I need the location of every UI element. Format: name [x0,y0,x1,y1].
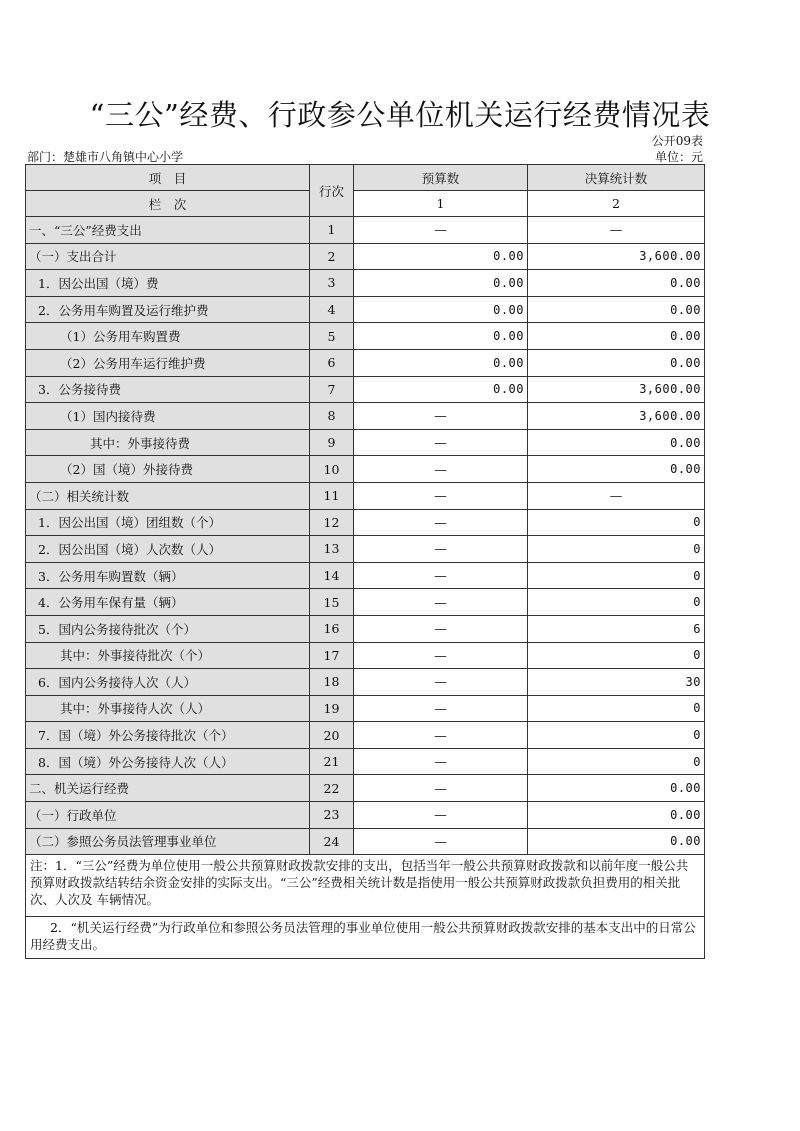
row-item: 6．国内公务接待人次（人） [26,669,310,696]
row-item: 1．因公出国（境）团组数（个） [26,509,310,536]
row-line-number: 3 [310,270,354,297]
row-line-number: 16 [310,615,354,642]
row-item: 其中：外事接待费 [26,429,310,456]
row-item: （一）行政单位 [26,802,310,829]
row-budget: — [354,722,528,749]
row-actual: 30 [528,669,705,696]
row-budget: — [354,642,528,669]
table-row [26,376,705,403]
row-actual: 0 [528,722,705,749]
page-title: “三公”经费、行政参公单位机关运行经费情况表 [89,98,711,132]
row-item: （1）国内接待费 [26,403,310,430]
table-row [26,748,705,775]
row-actual: 0.00 [528,270,705,297]
row-item: 7．国（境）外公务接待批次（个） [26,722,310,749]
row-budget: 0.00 [354,270,528,297]
row-line-number: 24 [310,828,354,855]
table-row [26,482,705,509]
table-row [26,642,705,669]
row-actual: 3,600.00 [528,376,705,403]
row-actual: 0 [528,695,705,722]
row-line-number: 8 [310,403,354,430]
row-line-number: 7 [310,376,354,403]
row-actual: 3,600.00 [528,243,705,270]
row-budget: — [354,536,528,563]
row-budget: — [354,456,528,483]
row-actual: 6 [528,615,705,642]
row-line-number: 2 [310,243,354,270]
row-item: （2）公务用车运行维护费 [26,349,310,376]
row-item: 3．公务用车购置数（辆） [26,562,310,589]
row-budget: 0.00 [354,323,528,350]
row-budget: — [354,669,528,696]
row-budget: — [354,482,528,509]
note-row-2 [26,917,705,959]
row-actual: — [528,482,705,509]
row-actual: 0.00 [528,323,705,350]
row-line-number: 13 [310,536,354,563]
row-actual: 0 [528,642,705,669]
note-2-text: 2．“机关运行经费”为行政单位和参照公务员法管理的事业单位使用一般公共预算财政拨款安排的基本支出中的日常公用经费支出。 [30,920,696,953]
table-row [26,243,705,270]
table-row [26,349,705,376]
row-line-number: 18 [310,669,354,696]
row-budget: 0.00 [354,349,528,376]
row-budget: 0.00 [354,243,528,270]
table-row [26,615,705,642]
row-budget: 0.00 [354,376,528,403]
header-row-2 [26,191,705,217]
row-line-number: 10 [310,456,354,483]
row-actual: 3,600.00 [528,403,705,430]
row-line-number: 9 [310,429,354,456]
row-line-number: 21 [310,748,354,775]
row-budget: — [354,748,528,775]
row-item: （1）公务用车购置费 [26,323,310,350]
header-budget-col: 1 [354,191,528,217]
row-actual: 0.00 [528,456,705,483]
row-budget: — [354,775,528,802]
header-actual: 决算统计数 [528,165,705,191]
row-actual: 0 [528,748,705,775]
note-row-1 [26,855,705,917]
row-item: （二）相关统计数 [26,482,310,509]
row-line-number: 20 [310,722,354,749]
row-budget: — [354,217,528,244]
table-row [26,456,705,483]
header-line: 行次 [310,165,354,217]
row-item: 一、“三公”经费支出 [26,217,310,244]
row-line-number: 17 [310,642,354,669]
table-row [26,509,705,536]
row-line-number: 11 [310,482,354,509]
row-actual: — [528,217,705,244]
row-actual: 0.00 [528,828,705,855]
row-item: 5．国内公务接待批次（个） [26,615,310,642]
row-budget: — [354,562,528,589]
row-actual: 0 [528,509,705,536]
row-item: 其中：外事接待人次（人） [26,695,310,722]
row-line-number: 22 [310,775,354,802]
row-line-number: 15 [310,589,354,616]
row-item: （2）国（境）外接待费 [26,456,310,483]
row-line-number: 12 [310,509,354,536]
row-item: 2．公务用车购置及运行维护费 [26,296,310,323]
row-item: 其中：外事接待批次（个） [26,642,310,669]
row-actual: 0.00 [528,802,705,829]
row-line-number: 1 [310,217,354,244]
note-2 [26,917,705,959]
row-budget: — [354,615,528,642]
row-line-number: 19 [310,695,354,722]
row-item: 2．因公出国（境）人次数（人） [26,536,310,563]
table-row [26,828,705,855]
row-item: 8．国（境）外公务接待人次（人） [26,748,310,775]
row-line-number: 23 [310,802,354,829]
row-line-number: 14 [310,562,354,589]
table-row [26,775,705,802]
row-budget: — [354,403,528,430]
row-item: 1．因公出国（境）费 [26,270,310,297]
table-row [26,296,705,323]
row-budget: — [354,695,528,722]
row-item: 3．公务接待费 [26,376,310,403]
table-row [26,536,705,563]
note-1: 注：1．“三公”经费为单位使用一般公共预算财政拨款安排的支出，包括当年一般公共预算财政拨款和以前年度一般公共预算财政拨款结转结余资金安排的实际支出。“三公”经费相关统计数是指使用一般公共预算财政拨款负担费用的相关批次、人次及 车辆情况。 [26,855,705,917]
table-row [26,695,705,722]
table-row [26,429,705,456]
row-budget: — [354,802,528,829]
row-budget: 0.00 [354,296,528,323]
table-row [26,270,705,297]
header-row-1 [26,165,705,191]
row-actual: 0.00 [528,349,705,376]
table-row [26,722,705,749]
header-column: 栏 次 [26,191,310,217]
row-actual: 0.00 [528,296,705,323]
row-budget: — [354,429,528,456]
table-row [26,802,705,829]
header-budget: 预算数 [354,165,528,191]
row-item: 二、机关运行经费 [26,775,310,802]
table-row [26,323,705,350]
row-actual: 0 [528,589,705,616]
header-actual-col: 2 [528,191,705,217]
table-row [26,589,705,616]
row-budget: — [354,828,528,855]
table-row [26,669,705,696]
header-item: 项 目 [26,165,310,191]
department-label: 部门：楚雄市八角镇中心小学 [27,150,184,164]
table-row [26,562,705,589]
row-item: （一）支出合计 [26,243,310,270]
row-actual: 0 [528,562,705,589]
table-row [26,403,705,430]
row-budget: — [354,589,528,616]
row-line-number: 4 [310,296,354,323]
row-actual: 0.00 [528,429,705,456]
table-row [26,217,705,244]
row-item: （二）参照公务员法管理事业单位 [26,828,310,855]
unit-label: 单位：元 [654,150,703,164]
row-budget: — [354,509,528,536]
row-line-number: 6 [310,349,354,376]
row-item: 4．公务用车保有量（辆） [26,589,310,616]
row-actual: 0.00 [528,775,705,802]
expense-table [25,164,705,959]
row-actual: 0 [528,536,705,563]
form-number: 公开09表 [651,134,703,148]
row-line-number: 5 [310,323,354,350]
